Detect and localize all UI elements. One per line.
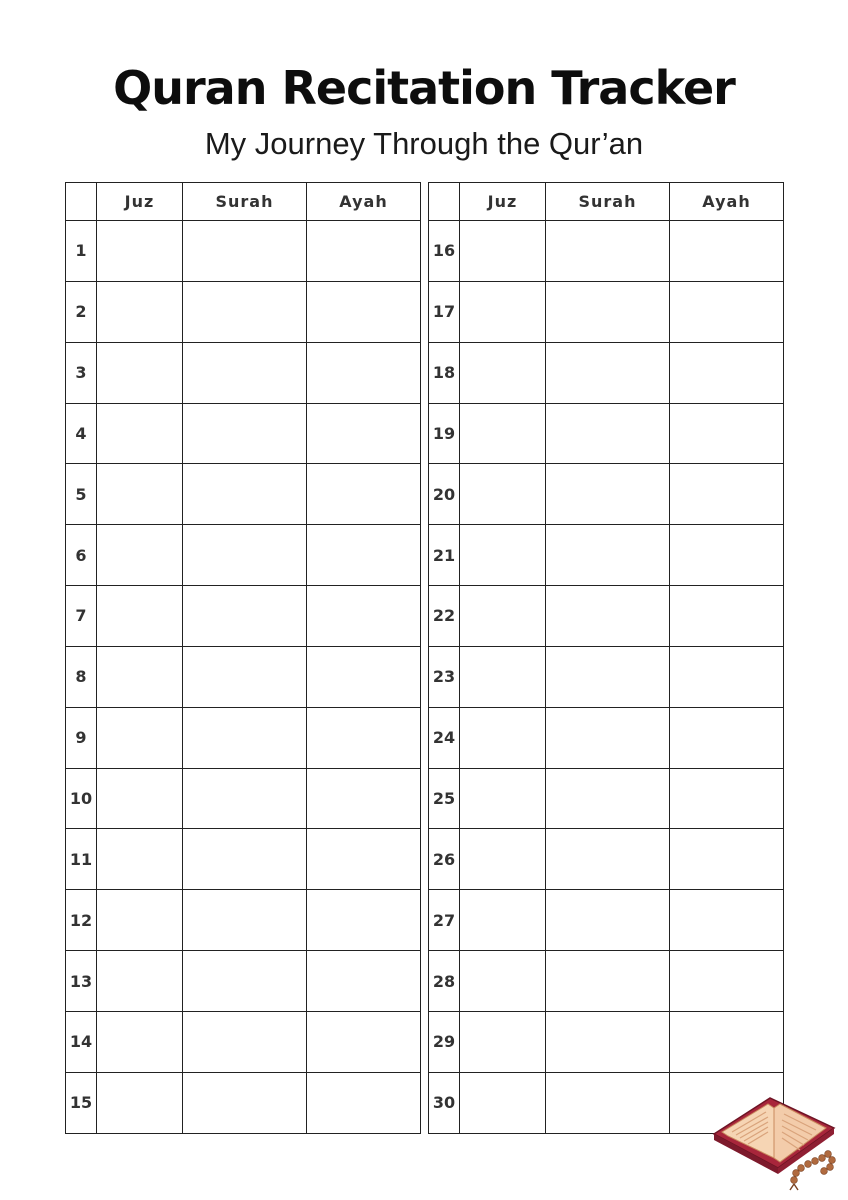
juz-cell[interactable] bbox=[460, 1011, 546, 1072]
surah-cell[interactable] bbox=[546, 768, 670, 829]
juz-cell[interactable] bbox=[97, 890, 183, 951]
juz-cell[interactable] bbox=[460, 221, 546, 282]
juz-cell[interactable] bbox=[460, 525, 546, 586]
row-number: 20 bbox=[429, 464, 460, 525]
table-row bbox=[66, 586, 421, 647]
row-number: 11 bbox=[66, 829, 97, 890]
ayah-cell[interactable] bbox=[307, 1072, 421, 1133]
row-number: 21 bbox=[429, 525, 460, 586]
row-number: 19 bbox=[429, 403, 460, 464]
ayah-cell[interactable] bbox=[307, 525, 421, 586]
table-row bbox=[429, 281, 784, 342]
table-row bbox=[429, 464, 784, 525]
row-number: 12 bbox=[66, 890, 97, 951]
surah-cell[interactable] bbox=[183, 403, 307, 464]
surah-cell[interactable] bbox=[546, 586, 670, 647]
row-number: 15 bbox=[66, 1072, 97, 1133]
header-blank-cell bbox=[429, 183, 460, 221]
row-number: 26 bbox=[429, 829, 460, 890]
surah-cell[interactable] bbox=[546, 221, 670, 282]
open-quran-with-prayer-beads-icon bbox=[710, 1088, 838, 1192]
table-row bbox=[66, 403, 421, 464]
surah-cell[interactable] bbox=[183, 525, 307, 586]
surah-cell[interactable] bbox=[183, 342, 307, 403]
ayah-cell[interactable] bbox=[670, 586, 784, 647]
juz-cell[interactable] bbox=[460, 586, 546, 647]
tracker-table-right bbox=[428, 182, 784, 1134]
juz-cell[interactable] bbox=[97, 1011, 183, 1072]
surah-cell[interactable] bbox=[546, 464, 670, 525]
surah-cell[interactable] bbox=[183, 646, 307, 707]
table-row bbox=[429, 403, 784, 464]
surah-cell[interactable] bbox=[183, 464, 307, 525]
juz-cell[interactable] bbox=[460, 951, 546, 1012]
row-number: 4 bbox=[66, 403, 97, 464]
table-row bbox=[429, 768, 784, 829]
surah-cell[interactable] bbox=[546, 1072, 670, 1133]
juz-cell[interactable] bbox=[460, 1072, 546, 1133]
juz-cell[interactable] bbox=[97, 464, 183, 525]
juz-cell[interactable] bbox=[97, 403, 183, 464]
juz-cell[interactable] bbox=[460, 707, 546, 768]
header-juz: Juz bbox=[460, 183, 546, 221]
row-number: 9 bbox=[66, 707, 97, 768]
row-number: 6 bbox=[66, 525, 97, 586]
row-number: 1 bbox=[66, 221, 97, 282]
surah-cell[interactable] bbox=[183, 281, 307, 342]
table-row bbox=[66, 768, 421, 829]
juz-cell[interactable] bbox=[97, 281, 183, 342]
row-number: 10 bbox=[66, 768, 97, 829]
juz-cell[interactable] bbox=[97, 768, 183, 829]
juz-cell[interactable] bbox=[460, 342, 546, 403]
ayah-cell[interactable] bbox=[307, 586, 421, 647]
juz-cell[interactable] bbox=[460, 464, 546, 525]
header-surah: Surah bbox=[183, 183, 307, 221]
table-row bbox=[429, 951, 784, 1012]
table-row bbox=[429, 586, 784, 647]
surah-cell[interactable] bbox=[183, 586, 307, 647]
surah-cell[interactable] bbox=[183, 1072, 307, 1133]
row-number: 17 bbox=[429, 281, 460, 342]
surah-cell[interactable] bbox=[183, 951, 307, 1012]
surah-cell[interactable] bbox=[183, 768, 307, 829]
ayah-cell[interactable] bbox=[307, 464, 421, 525]
row-number: 18 bbox=[429, 342, 460, 403]
row-number: 16 bbox=[429, 221, 460, 282]
surah-cell[interactable] bbox=[546, 281, 670, 342]
juz-cell[interactable] bbox=[460, 403, 546, 464]
surah-cell[interactable] bbox=[546, 707, 670, 768]
ayah-cell[interactable] bbox=[670, 342, 784, 403]
page-subtitle: My Journey Through the Qur’an bbox=[204, 126, 644, 161]
surah-cell[interactable] bbox=[546, 646, 670, 707]
ayah-cell[interactable] bbox=[670, 281, 784, 342]
table-row bbox=[66, 342, 421, 403]
juz-cell[interactable] bbox=[460, 281, 546, 342]
table-row bbox=[66, 464, 421, 525]
row-number: 29 bbox=[429, 1011, 460, 1072]
ayah-cell[interactable] bbox=[670, 403, 784, 464]
ayah-cell[interactable] bbox=[670, 464, 784, 525]
table-row bbox=[66, 707, 421, 768]
surah-cell[interactable] bbox=[546, 951, 670, 1012]
row-number: 24 bbox=[429, 707, 460, 768]
juz-cell[interactable] bbox=[97, 646, 183, 707]
juz-cell[interactable] bbox=[460, 768, 546, 829]
row-number: 27 bbox=[429, 890, 460, 951]
header-surah: Surah bbox=[546, 183, 670, 221]
surah-cell[interactable] bbox=[183, 829, 307, 890]
table-row bbox=[66, 646, 421, 707]
table-row bbox=[66, 1072, 421, 1133]
ayah-cell[interactable] bbox=[670, 829, 784, 890]
ayah-cell[interactable] bbox=[670, 525, 784, 586]
header-ayah: Ayah bbox=[670, 183, 784, 221]
ayah-cell[interactable] bbox=[307, 646, 421, 707]
table-row bbox=[66, 951, 421, 1012]
row-number: 30 bbox=[429, 1072, 460, 1133]
table-row bbox=[429, 646, 784, 707]
juz-cell[interactable] bbox=[97, 221, 183, 282]
surah-cell[interactable] bbox=[546, 342, 670, 403]
ayah-cell[interactable] bbox=[307, 829, 421, 890]
ayah-cell[interactable] bbox=[670, 707, 784, 768]
ayah-cell[interactable] bbox=[307, 221, 421, 282]
juz-cell[interactable] bbox=[97, 342, 183, 403]
juz-cell[interactable] bbox=[97, 525, 183, 586]
row-number: 23 bbox=[429, 646, 460, 707]
ayah-cell[interactable] bbox=[307, 342, 421, 403]
juz-cell[interactable] bbox=[97, 707, 183, 768]
row-number: 13 bbox=[66, 951, 97, 1012]
table-row bbox=[429, 890, 784, 951]
tracker-table-left bbox=[65, 182, 421, 1134]
juz-cell[interactable] bbox=[460, 890, 546, 951]
table-row bbox=[429, 342, 784, 403]
ayah-cell[interactable] bbox=[670, 1011, 784, 1072]
juz-cell[interactable] bbox=[97, 951, 183, 1012]
table-header-row bbox=[66, 183, 421, 221]
surah-cell[interactable] bbox=[183, 707, 307, 768]
row-number: 25 bbox=[429, 768, 460, 829]
row-number: 22 bbox=[429, 586, 460, 647]
table-row bbox=[429, 829, 784, 890]
row-number: 5 bbox=[66, 464, 97, 525]
table-row bbox=[429, 707, 784, 768]
ayah-cell[interactable] bbox=[307, 1011, 421, 1072]
row-number: 28 bbox=[429, 951, 460, 1012]
header-blank-cell bbox=[66, 183, 97, 221]
page-title: Quran Recitation Tracker bbox=[113, 61, 735, 115]
ayah-cell[interactable] bbox=[670, 646, 784, 707]
juz-cell[interactable] bbox=[97, 829, 183, 890]
header-juz: Juz bbox=[97, 183, 183, 221]
ayah-cell[interactable] bbox=[307, 768, 421, 829]
table-header-row bbox=[429, 183, 784, 221]
juz-cell[interactable] bbox=[97, 1072, 183, 1133]
surah-cell[interactable] bbox=[546, 1011, 670, 1072]
ayah-cell[interactable] bbox=[307, 707, 421, 768]
surah-cell[interactable] bbox=[183, 890, 307, 951]
ayah-cell[interactable] bbox=[307, 281, 421, 342]
ayah-cell[interactable] bbox=[307, 403, 421, 464]
surah-cell[interactable] bbox=[546, 403, 670, 464]
table-row bbox=[66, 221, 421, 282]
surah-cell[interactable] bbox=[546, 525, 670, 586]
table-row bbox=[66, 890, 421, 951]
ayah-cell[interactable] bbox=[670, 221, 784, 282]
table-row bbox=[429, 1011, 784, 1072]
ayah-cell[interactable] bbox=[670, 890, 784, 951]
row-number: 3 bbox=[66, 342, 97, 403]
table-row bbox=[66, 829, 421, 890]
juz-cell[interactable] bbox=[460, 646, 546, 707]
row-number: 2 bbox=[66, 281, 97, 342]
header-ayah: Ayah bbox=[307, 183, 421, 221]
ayah-cell[interactable] bbox=[307, 890, 421, 951]
ayah-cell[interactable] bbox=[307, 951, 421, 1012]
surah-cell[interactable] bbox=[183, 221, 307, 282]
surah-cell[interactable] bbox=[183, 1011, 307, 1072]
table-row bbox=[429, 221, 784, 282]
surah-cell[interactable] bbox=[546, 890, 670, 951]
row-number: 7 bbox=[66, 586, 97, 647]
surah-cell[interactable] bbox=[546, 829, 670, 890]
ayah-cell[interactable] bbox=[670, 951, 784, 1012]
table-row bbox=[66, 525, 421, 586]
table-row bbox=[66, 1011, 421, 1072]
table-row bbox=[429, 525, 784, 586]
juz-cell[interactable] bbox=[97, 586, 183, 647]
table-row bbox=[66, 281, 421, 342]
juz-cell[interactable] bbox=[460, 829, 546, 890]
row-number: 8 bbox=[66, 646, 97, 707]
ayah-cell[interactable] bbox=[670, 768, 784, 829]
row-number: 14 bbox=[66, 1011, 97, 1072]
